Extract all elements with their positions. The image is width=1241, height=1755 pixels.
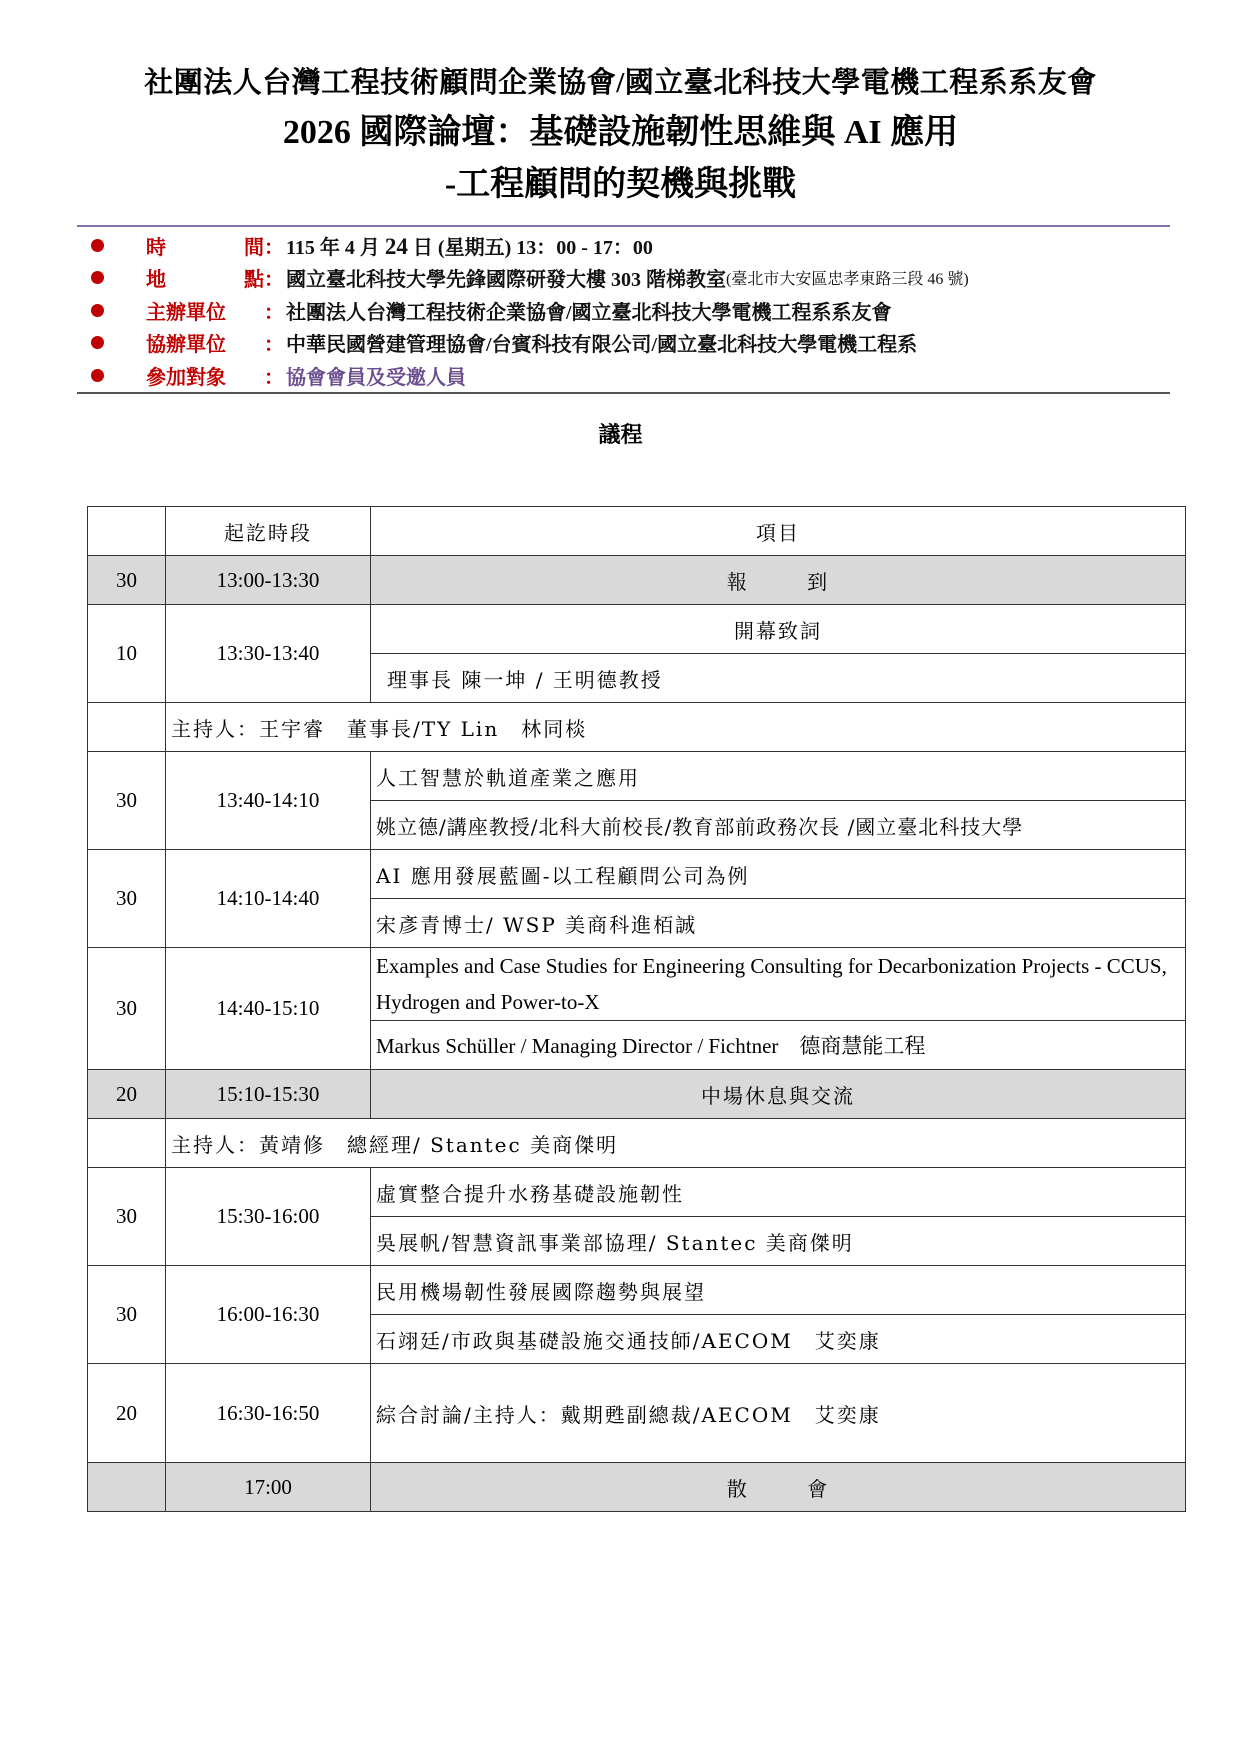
label-colon: ： — [264, 366, 284, 389]
session-speaker: 姚立德/講座教授/北科大前校長/教育部前政務次長 /國立臺北科技大學 — [371, 801, 1186, 850]
label-char: 間 — [244, 236, 264, 259]
agenda-table — [87, 506, 1186, 1512]
session-speaker: 吳展帆/智慧資訊事業部協理/ Stantec 美商傑明 — [371, 1217, 1186, 1266]
date-suffix: 日 (星期五) 13：00 - 17：00 — [407, 236, 653, 259]
event-info — [86, 229, 1186, 392]
minutes-cell: 30 — [88, 752, 166, 850]
bullet-icon — [91, 369, 104, 382]
minutes-cell: 30 — [88, 556, 166, 605]
session-title: 人工智慧於軌道產業之應用 — [371, 752, 1186, 801]
info-label: 主辦單位 — [146, 301, 226, 324]
header-minutes — [88, 507, 166, 556]
session-title: 開幕致詞 — [371, 605, 1186, 654]
info-co-organizer — [86, 327, 1186, 360]
table-row — [88, 948, 1186, 1021]
session-title: Examples and Case Studies for Engineering Consulting for Decarbonization Projects - CCUS, Hydrogen and Power-to-X — [371, 948, 1186, 1021]
minutes-cell — [88, 1463, 166, 1512]
period-cell: 13:00-13:30 — [166, 556, 371, 605]
address-note: (臺北市大安區忠孝東路三段 46 號) — [726, 271, 969, 289]
period-cell: 15:30-16:00 — [166, 1168, 371, 1266]
minutes-cell: 30 — [88, 1168, 166, 1266]
session-title: 虛實整合提升水務基礎設施韌性 — [371, 1168, 1186, 1217]
closing-row — [88, 1463, 1186, 1512]
table-row — [88, 752, 1186, 801]
period-cell: 13:40-14:10 — [166, 752, 371, 850]
info-audience — [86, 359, 1186, 392]
table-row — [88, 1364, 1186, 1463]
period-cell: 13:30-13:40 — [166, 605, 371, 703]
info-value: 中華民國營建管理協會/台賓科技有限公司/國立臺北科技大學電機工程系 — [286, 334, 918, 357]
forum-subtitle: -工程顧問的契機與挑戰 — [444, 166, 797, 203]
table-row — [88, 1266, 1186, 1315]
break-row — [88, 1070, 1186, 1119]
empty-cell — [88, 1119, 166, 1168]
item-cell: 報 到 — [371, 556, 1186, 605]
info-label — [146, 231, 264, 260]
host-row — [88, 1119, 1186, 1168]
session-title: AI 應用發展藍圖-以工程顧問公司為例 — [371, 850, 1186, 899]
label-colon: ： — [264, 269, 284, 292]
host-cell: 主持人：黃靖修 總經理/ Stantec 美商傑明 — [166, 1119, 1186, 1168]
item-cell: 中場休息與交流 — [371, 1070, 1186, 1119]
label-char: 地 — [146, 269, 166, 292]
label-char: 時 — [146, 236, 166, 259]
label-colon: ： — [264, 236, 284, 259]
info-value — [286, 231, 653, 260]
bottom-divider — [77, 392, 1170, 394]
session-speaker: 石翊廷/市政與基礎設施交通技師/AECOM 艾奕康 — [371, 1315, 1186, 1364]
session-speaker: 宋彥青博士/ WSP 美商科進栢誠 — [371, 899, 1186, 948]
item-cell: 綜合討論/主持人：戴期甦副總裁/AECOM 艾奕康 — [371, 1364, 1186, 1463]
minutes-cell: 30 — [88, 1266, 166, 1364]
period-cell: 16:00-16:30 — [166, 1266, 371, 1364]
info-value: 國立臺北科技大學先鋒國際研發大樓 303 階梯教室 — [286, 269, 726, 292]
minutes-cell: 10 — [88, 605, 166, 703]
info-label: 參加對象 — [146, 366, 226, 389]
info-time — [86, 229, 1186, 262]
date-prefix: 115 年 4 月 — [286, 236, 385, 259]
bullet-icon — [91, 239, 104, 252]
info-label: 協辦單位 — [146, 334, 226, 357]
table-row — [88, 850, 1186, 899]
minutes-cell: 20 — [88, 1364, 166, 1463]
header-period: 起訖時段 — [166, 507, 371, 556]
host-row — [88, 703, 1186, 752]
table-row — [88, 1168, 1186, 1217]
item-cell: 散 會 — [371, 1463, 1186, 1512]
date-day: 24 — [384, 233, 408, 259]
empty-cell — [88, 703, 166, 752]
table-row — [88, 556, 1186, 605]
bullet-icon — [91, 304, 104, 317]
period-cell: 15:10-15:30 — [166, 1070, 371, 1119]
table-header-row — [88, 507, 1186, 556]
table-row — [88, 605, 1186, 654]
period-cell: 17:00 — [166, 1463, 371, 1512]
label-colon: ： — [264, 334, 284, 357]
host-cell: 主持人：王宇睿 董事長/TY Lin 林同棪 — [166, 703, 1186, 752]
agenda-title: 議程 — [598, 422, 643, 447]
minutes-cell: 30 — [88, 948, 166, 1070]
top-divider — [77, 225, 1170, 227]
session-title: 民用機場韌性發展國際趨勢與展望 — [371, 1266, 1186, 1315]
info-organizer — [86, 294, 1186, 327]
label-char: 點 — [244, 269, 264, 292]
minutes-cell: 30 — [88, 850, 166, 948]
bullet-icon — [91, 336, 104, 349]
info-value: 社團法人台灣工程技術企業協會/國立臺北科技大學電機工程系系友會 — [286, 301, 892, 324]
session-speaker: Markus Schüller / Managing Director / Fichtner 德商慧能工程 — [371, 1021, 1186, 1070]
forum-title: 2026 國際論壇：基礎設施韌性思維與 AI 應用 — [282, 114, 959, 151]
period-cell: 14:40-15:10 — [166, 948, 371, 1070]
session-speaker: 理事長 陳一坤 / 王明德教授 — [371, 654, 1186, 703]
info-value: 協會會員及受邀人員 — [286, 366, 466, 389]
period-cell: 16:30-16:50 — [166, 1364, 371, 1463]
period-cell: 14:10-14:40 — [166, 850, 371, 948]
minutes-cell: 20 — [88, 1070, 166, 1119]
info-place — [86, 262, 1186, 295]
info-label — [146, 263, 264, 292]
bullet-icon — [91, 271, 104, 284]
label-colon: ： — [264, 301, 284, 324]
header-item: 項目 — [371, 507, 1186, 556]
organizer-heading: 社團法人台灣工程技術顧問企業協會/國立臺北科技大學電機工程系系友會 — [144, 67, 1097, 99]
